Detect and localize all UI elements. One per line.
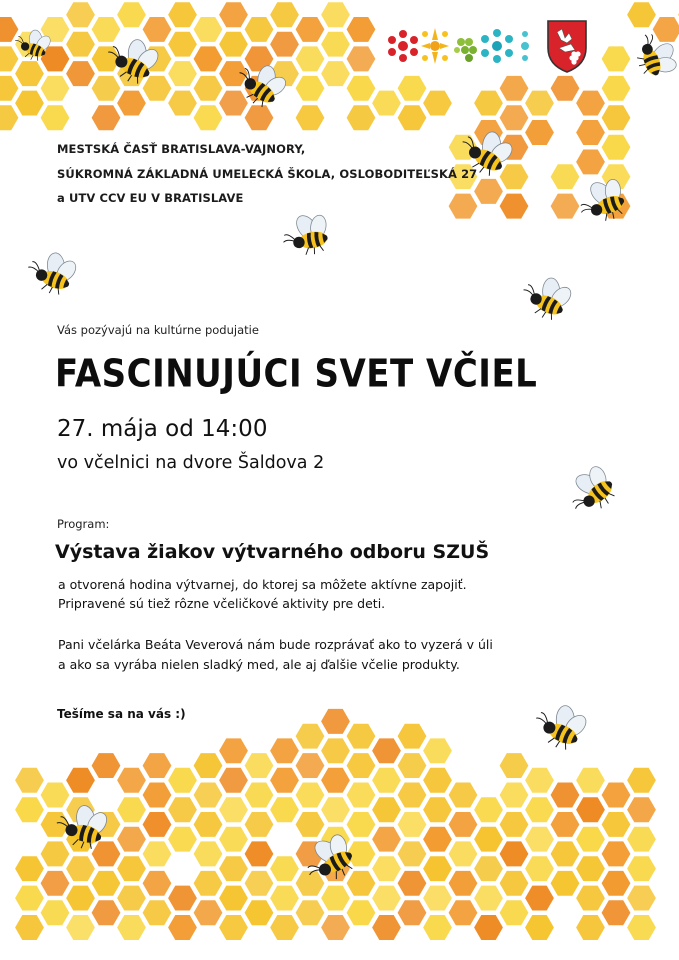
event-place: vo včelnici na dvore Šaldova 2 <box>57 453 325 473</box>
bee-icon <box>529 693 594 756</box>
ornament-grapes-green-icon <box>454 38 477 62</box>
program-line: Pani včelárka Beáta Veverová nám bude rozprávať ako to vyzerá v úli <box>58 637 493 652</box>
closing-text: Tešíme sa na vás :) <box>57 707 186 721</box>
bee-icon <box>279 208 334 259</box>
organizer-line-3: a UTV CCV EU V BRATISLAVE <box>57 191 244 205</box>
program-line: a otvorená hodina výtvarnej, do ktorej sa môžete aktívne zapojiť. <box>58 577 467 592</box>
program-line: a ako sa vyrába nielen sladký med, ale aj ďalšie včelie produkty. <box>58 657 460 672</box>
bee-icon <box>559 458 624 522</box>
organizer-line-2: SÚKROMNÁ ZÁKLADNÁ UMELECKÁ ŠKOLA, OSLOBODITEĽSKÁ 27 <box>57 167 478 181</box>
invitation-text: Vás pozývajú na kultúrne podujatie <box>57 323 259 337</box>
bee-icon <box>230 51 294 114</box>
bee-icon <box>52 797 113 854</box>
program-line: Pripravené sú tiež rôzne včeličkové aktivity pre deti. <box>58 596 386 611</box>
event-title: FASCINUJÚCI SVET VČIEL <box>55 352 538 397</box>
bee-icon <box>516 266 578 325</box>
vajnory-ornament-logo <box>385 22 535 70</box>
organizer-line-1: MESTSKÁ ČASŤ BRATISLAVA-VAJNORY, <box>57 142 306 156</box>
vajnory-coat-of-arms <box>545 18 589 74</box>
program-heading: Výstava žiakov výtvarného odboru SZUŠ <box>55 541 490 563</box>
event-date: 27. mája od 14:00 <box>57 416 268 442</box>
program-label: Program: <box>57 517 110 531</box>
bee-icon <box>22 243 82 300</box>
bee-icon <box>296 826 363 891</box>
bee-icon <box>101 27 166 90</box>
ornament-flower-red-icon <box>388 30 418 62</box>
bee-icon <box>572 171 632 228</box>
bee-icon <box>630 26 679 83</box>
ornament-flower-orange-icon <box>421 28 449 64</box>
ornament-flower-teal-icon <box>481 29 529 63</box>
bee-icon <box>11 23 55 65</box>
